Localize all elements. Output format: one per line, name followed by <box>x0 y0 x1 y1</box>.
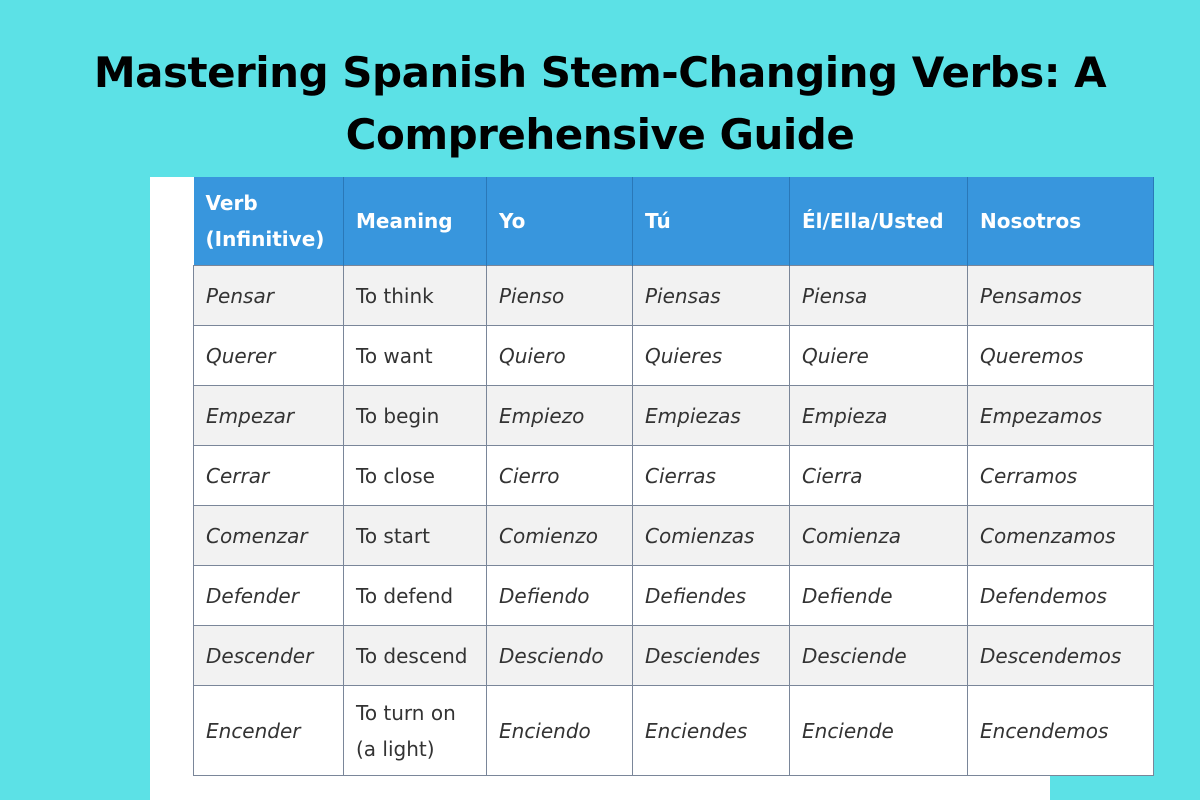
cell-yo: Quiero <box>487 326 633 386</box>
table-viewport[interactable] <box>193 177 1122 800</box>
cell-el-ella-usted: Empieza <box>790 386 968 446</box>
cell-yo: Enciendo <box>487 686 633 776</box>
cell-infinitive: Querer <box>194 326 344 386</box>
cell-el-ella-usted: Desciende <box>790 626 968 686</box>
cell-tu: Defiendes <box>633 566 790 626</box>
header-meaning: Meaning <box>344 177 487 266</box>
table-panel <box>150 177 1122 800</box>
cell-tu: Piensas <box>633 266 790 326</box>
cell-yo: Cierro <box>487 446 633 506</box>
cell-infinitive: Encender <box>194 686 344 776</box>
page-title: Mastering Spanish Stem-Changing Verbs: A Comprehensive Guide <box>93 48 1107 159</box>
cell-el-ella-usted: Cierra <box>790 446 968 506</box>
table-row <box>194 686 1154 776</box>
cell-nosotros: Empezamos <box>968 386 1154 446</box>
cell-meaning: To start <box>344 506 487 566</box>
cell-meaning: To think <box>344 266 487 326</box>
verb-table <box>193 177 1154 776</box>
cell-nosotros: Queremos <box>968 326 1154 386</box>
header-verb: Verb (Infinitive) <box>194 177 344 266</box>
cell-meaning: To defend <box>344 566 487 626</box>
cell-yo: Comienzo <box>487 506 633 566</box>
cell-meaning: To turn on (a light) <box>344 686 487 776</box>
table-row <box>194 446 1154 506</box>
cell-meaning: To descend <box>344 626 487 686</box>
cell-yo: Desciendo <box>487 626 633 686</box>
header-el-ella-usted: Él/Ella/Usted <box>790 177 968 266</box>
cell-nosotros: Encendemos <box>968 686 1154 776</box>
cell-el-ella-usted: Piensa <box>790 266 968 326</box>
cell-tu: Desciendes <box>633 626 790 686</box>
cell-nosotros: Defendemos <box>968 566 1154 626</box>
table-row <box>194 506 1154 566</box>
cell-infinitive: Pensar <box>194 266 344 326</box>
cell-meaning: To close <box>344 446 487 506</box>
table-row <box>194 266 1154 326</box>
cell-tu: Empiezas <box>633 386 790 446</box>
table-row <box>194 566 1154 626</box>
cell-nosotros: Cerramos <box>968 446 1154 506</box>
cell-infinitive: Empezar <box>194 386 344 446</box>
header-tu: Tú <box>633 177 790 266</box>
table-row <box>194 326 1154 386</box>
header-yo: Yo <box>487 177 633 266</box>
cell-infinitive: Descender <box>194 626 344 686</box>
cell-nosotros: Descendemos <box>968 626 1154 686</box>
table-row <box>194 626 1154 686</box>
table-header-row <box>194 177 1154 266</box>
cell-nosotros: Comenzamos <box>968 506 1154 566</box>
table-row <box>194 386 1154 446</box>
cell-infinitive: Defender <box>194 566 344 626</box>
cell-nosotros: Pensamos <box>968 266 1154 326</box>
cell-yo: Empiezo <box>487 386 633 446</box>
cell-tu: Quieres <box>633 326 790 386</box>
cell-el-ella-usted: Enciende <box>790 686 968 776</box>
cell-el-ella-usted: Comienza <box>790 506 968 566</box>
cell-infinitive: Comenzar <box>194 506 344 566</box>
cell-infinitive: Cerrar <box>194 446 344 506</box>
cell-meaning: To begin <box>344 386 487 446</box>
cell-tu: Cierras <box>633 446 790 506</box>
cell-el-ella-usted: Defiende <box>790 566 968 626</box>
cell-yo: Pienso <box>487 266 633 326</box>
cell-tu: Comienzas <box>633 506 790 566</box>
header-nosotros: Nosotros <box>968 177 1154 266</box>
cell-meaning: To want <box>344 326 487 386</box>
cell-el-ella-usted: Quiere <box>790 326 968 386</box>
cell-yo: Defiendo <box>487 566 633 626</box>
cell-tu: Enciendes <box>633 686 790 776</box>
